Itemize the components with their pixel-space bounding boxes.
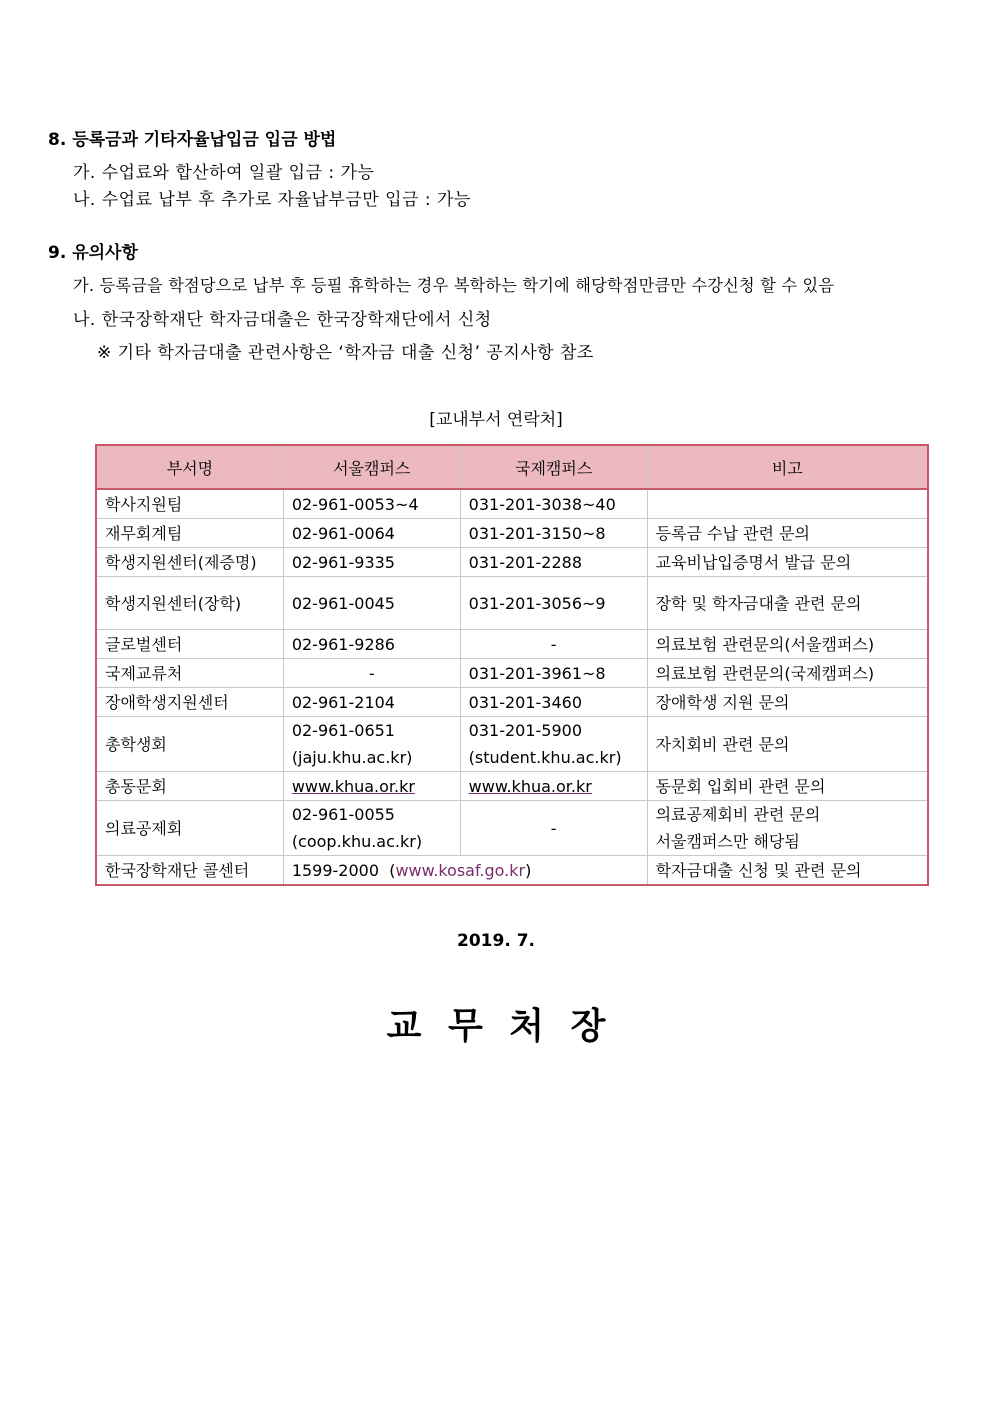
seoul-site: (jaju.khu.ac.kr) (291, 748, 413, 767)
dept-name: 총학생회 (96, 717, 283, 772)
seoul-phone: - (283, 659, 460, 688)
section-9-item-2: 나. 한국장학재단 학자금대출은 한국장학재단에서 신청 (73, 310, 492, 330)
seoul-phone: 02-961-9335 (283, 548, 460, 577)
row-note: 장학 및 학자금대출 관련 문의 (647, 577, 928, 630)
global-phone: - (460, 801, 647, 856)
document-date: 2019. 7. (457, 931, 535, 951)
table-row (96, 548, 928, 577)
kosaf-link[interactable]: www.kosaf.go.kr (395, 860, 526, 880)
seoul-contact (283, 801, 460, 856)
row-note: 자치회비 관련 문의 (647, 717, 928, 772)
dept-name: 한국장학재단 콜센터 (96, 856, 283, 886)
global-contact (460, 717, 647, 772)
row-note-multi (647, 801, 928, 856)
seoul-phone: 02-961-0064 (283, 519, 460, 548)
seoul-phone: 02-961-0045 (283, 577, 460, 630)
section-9-note: ※ 기타 학자금대출 관련사항은 ‘학자금 대출 신청’ 공지사항 참조 (97, 343, 594, 363)
contacts-caption: [교내부서 연락처] (429, 410, 563, 430)
dept-name: 총동문회 (96, 772, 283, 801)
header-global: 국제캠퍼스 (460, 445, 647, 489)
section-9-item-1: 가. 등록금을 학점당으로 납부 후 등필 휴학하는 경우 복학하는 학기에 해당학점만큼만 수강신청 할 수 있음 (73, 276, 835, 295)
seoul-phone: 02-961-0651 (291, 721, 395, 740)
table-row (96, 489, 928, 519)
alumni-link-global[interactable]: www.khua.or.kr (468, 776, 592, 796)
global-phone: 031-201-3038~40 (460, 489, 647, 519)
table-row (96, 519, 928, 548)
global-phone: 031-201-3460 (460, 688, 647, 717)
header-seoul: 서울캠퍼스 (283, 445, 460, 489)
issuer-signature: 교 무 처 장 (386, 1006, 606, 1047)
dept-name: 학사지원팀 (96, 489, 283, 519)
row-note: 동문회 입회비 관련 문의 (647, 772, 928, 801)
table-row (96, 659, 928, 688)
section-8-item-2: 나. 수업료 납부 후 추가로 자율납부금만 입금 : 가능 (73, 190, 471, 210)
dept-name: 글로벌센터 (96, 630, 283, 659)
row-note: 장애학생 지원 문의 (647, 688, 928, 717)
global-phone: 031-201-3056~9 (460, 577, 647, 630)
table-row (96, 630, 928, 659)
global-site (460, 772, 647, 801)
global-phone: 031-201-2288 (460, 548, 647, 577)
dept-name: 국제교류처 (96, 659, 283, 688)
row-note: 교육비납입증명서 발급 문의 (647, 548, 928, 577)
seoul-phone: 02-961-0053~4 (283, 489, 460, 519)
section-8-title: 8. 등록금과 기타자율납입금 입금 방법 (48, 130, 337, 150)
global-phone: 031-201-3150~8 (460, 519, 647, 548)
section-8-item-1: 가. 수업료와 합산하여 일괄 입금 : 가능 (73, 163, 375, 183)
callcenter-contact: 1599-2000 (www.kosaf.go.kr) (283, 856, 647, 886)
row-note (647, 489, 928, 519)
alumni-link-seoul[interactable]: www.khua.or.kr (291, 776, 415, 796)
table-row (96, 801, 928, 856)
dept-name: 학생지원센터(장학) (96, 577, 283, 630)
row-note: 의료보험 관련문의(국제캠퍼스) (647, 659, 928, 688)
contacts-table (95, 444, 929, 886)
global-site: (student.khu.ac.kr) (468, 748, 622, 767)
row-note-extra: 서울캠퍼스만 해당됨 (655, 832, 800, 851)
section-9-title: 9. 유의사항 (48, 243, 138, 263)
dept-name: 재무회계팀 (96, 519, 283, 548)
seoul-site: (coop.khu.ac.kr) (291, 832, 423, 851)
global-phone: - (460, 630, 647, 659)
header-note: 비고 (647, 445, 928, 489)
row-note: 의료공제회비 관련 문의 (655, 805, 821, 824)
table-header-row (96, 445, 928, 489)
seoul-site (283, 772, 460, 801)
dept-name: 의료공제회 (96, 801, 283, 856)
global-phone: 031-201-5900 (468, 721, 583, 740)
row-note: 등록금 수납 관련 문의 (647, 519, 928, 548)
row-note: 학자금대출 신청 및 관련 문의 (647, 856, 928, 886)
seoul-phone: 02-961-2104 (283, 688, 460, 717)
dept-name: 장애학생지원센터 (96, 688, 283, 717)
table-row (96, 772, 928, 801)
table-row (96, 856, 928, 886)
dept-name: 학생지원센터(제증명) (96, 548, 283, 577)
table-row (96, 688, 928, 717)
table-row (96, 577, 928, 630)
table-row (96, 717, 928, 772)
seoul-phone: 02-961-9286 (283, 630, 460, 659)
seoul-contact (283, 717, 460, 772)
global-phone: 031-201-3961~8 (460, 659, 647, 688)
seoul-phone: 02-961-0055 (291, 805, 395, 824)
row-note: 의료보험 관련문의(서울캠퍼스) (647, 630, 928, 659)
header-dept: 부서명 (96, 445, 283, 489)
callcenter-phone: 1599-2000 (291, 860, 380, 880)
